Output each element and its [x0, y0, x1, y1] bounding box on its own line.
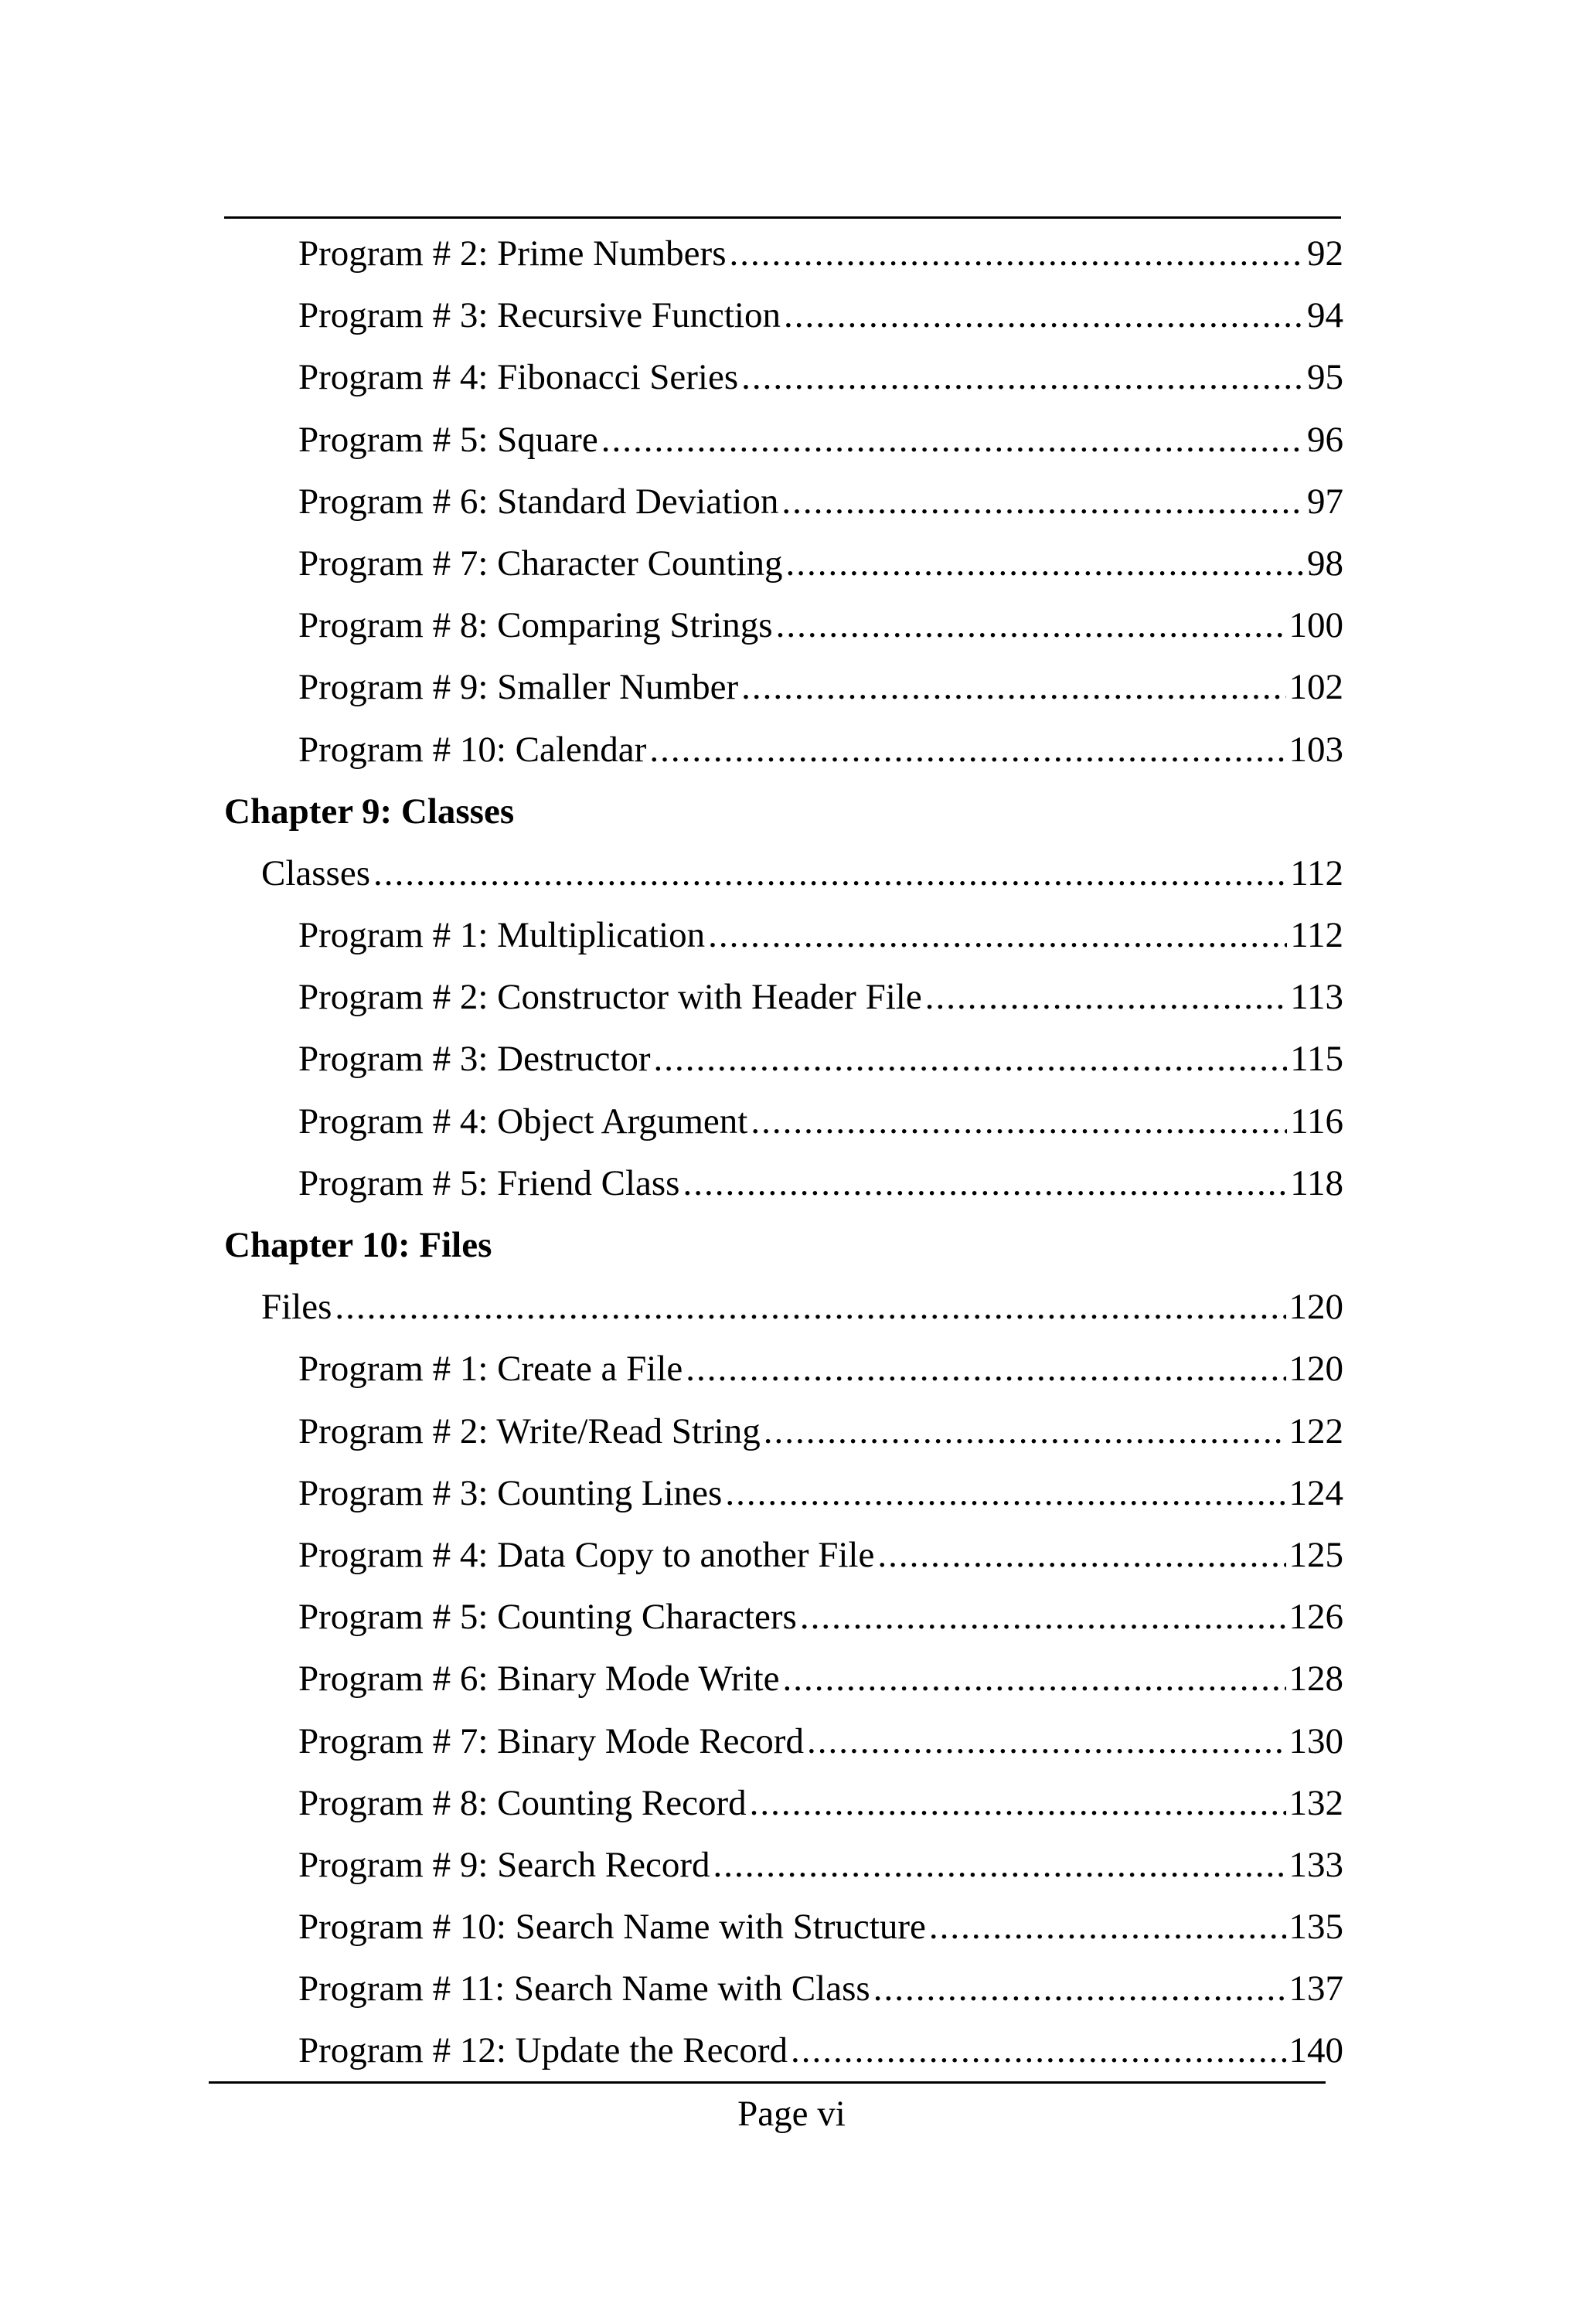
- toc-entry-row: [0, 904, 1583, 966]
- toc-page-number: 137: [1289, 1968, 1343, 2009]
- toc-page-number: 122: [1289, 1410, 1343, 1451]
- toc-entry[interactable]: [298, 1091, 1343, 1152]
- toc-entry-row: [0, 2019, 1583, 2081]
- toc-entry-title: Program # 3: Counting Lines: [298, 1472, 723, 1513]
- toc-entry-title: Classes: [261, 852, 370, 893]
- toc-page-number: 126: [1289, 1597, 1343, 1638]
- toc-page-number: 92: [1307, 233, 1343, 274]
- toc-entry-title: Program # 2: Write/Read String: [298, 1410, 761, 1451]
- dot-leader: [807, 1710, 1286, 1772]
- toc-page-number: 115: [1290, 1039, 1343, 1080]
- toc-entry[interactable]: [298, 1710, 1343, 1772]
- toc-page-number: 118: [1290, 1162, 1343, 1203]
- toc-entry-title: Files: [261, 1287, 332, 1328]
- toc-entry-title: Program # 1: Create a File: [298, 1349, 683, 1390]
- toc-page-number: 125: [1289, 1534, 1343, 1575]
- toc-entry-row: [0, 346, 1583, 408]
- toc-page-number: 112: [1290, 852, 1343, 893]
- toc-entry[interactable]: [298, 719, 1343, 781]
- toc-chapter-row: [0, 1214, 1583, 1276]
- toc-page-number: 98: [1307, 543, 1343, 584]
- toc-entry[interactable]: [298, 471, 1343, 533]
- page-number: Page vi: [737, 2094, 846, 2134]
- toc-entry[interactable]: [298, 1896, 1343, 1958]
- dot-leader: [776, 594, 1286, 656]
- dot-leader: [925, 966, 1288, 1028]
- toc-entry-title: Program # 8: Comparing Strings: [298, 605, 773, 646]
- toc-entry-title: Program # 3: Destructor: [298, 1039, 651, 1080]
- dot-leader: [783, 1648, 1286, 1710]
- dot-leader: [654, 1028, 1288, 1090]
- toc-entry[interactable]: [298, 1400, 1343, 1462]
- toc-page-number: 113: [1290, 977, 1343, 1018]
- header-rule: [224, 216, 1341, 219]
- dot-leader: [784, 284, 1304, 346]
- dot-leader: [786, 533, 1304, 594]
- toc-page-number: 120: [1289, 1287, 1343, 1328]
- toc-page-number: 102: [1289, 667, 1343, 708]
- toc-entry[interactable]: [298, 284, 1343, 346]
- dot-leader: [750, 1772, 1286, 1834]
- toc-entry[interactable]: [298, 656, 1343, 718]
- toc-entry-row: [0, 966, 1583, 1028]
- toc-entry-title: Program # 2: Constructor with Header File: [298, 977, 922, 1018]
- toc-page-number: 103: [1289, 729, 1343, 770]
- toc-chapter-row: [0, 781, 1583, 842]
- toc-entry-row: [0, 409, 1583, 471]
- toc-entry[interactable]: [298, 1338, 1343, 1400]
- toc-entry-row: [0, 1710, 1583, 1772]
- toc-entry[interactable]: [298, 533, 1343, 594]
- toc-entry[interactable]: [298, 1028, 1343, 1090]
- dot-leader: [335, 1276, 1285, 1338]
- toc-entry-row: [0, 719, 1583, 781]
- dot-leader: [601, 409, 1304, 471]
- dot-leader: [764, 1400, 1286, 1462]
- toc-entry-row: [0, 1091, 1583, 1152]
- toc-entry-title: Program # 4: Object Argument: [298, 1101, 748, 1142]
- toc-entry-row: [0, 1400, 1583, 1462]
- toc-entry[interactable]: [298, 1772, 1343, 1834]
- toc-entry-row: [0, 223, 1583, 284]
- page-footer: [0, 2083, 1583, 2145]
- table-of-contents: [0, 223, 1583, 2082]
- toc-entry-row: [0, 1028, 1583, 1090]
- toc-entry[interactable]: [298, 1462, 1343, 1524]
- toc-page-number: 128: [1289, 1659, 1343, 1700]
- toc-entry-row: [0, 1834, 1583, 1896]
- toc-entry-title: Program # 4: Data Copy to another File: [298, 1534, 875, 1575]
- toc-page-number: 95: [1307, 357, 1343, 398]
- dot-leader: [373, 842, 1287, 904]
- toc-entry-title: Program # 7: Character Counting: [298, 543, 783, 584]
- dot-leader: [741, 346, 1304, 408]
- toc-entry-title: Program # 9: Search Record: [298, 1844, 710, 1885]
- toc-entry[interactable]: [298, 1648, 1343, 1710]
- dot-leader: [713, 1834, 1286, 1896]
- dot-leader: [873, 1958, 1286, 2019]
- dot-leader: [741, 656, 1285, 718]
- toc-entry[interactable]: [298, 1958, 1343, 2019]
- toc-entry-row: [0, 471, 1583, 533]
- toc-entry-row: [0, 656, 1583, 718]
- toc-page-number: 133: [1289, 1844, 1343, 1885]
- toc-entry-title: Program # 2: Prime Numbers: [298, 233, 727, 274]
- toc-entry-title: Program # 5: Friend Class: [298, 1162, 680, 1203]
- toc-entry-title: Program # 8: Counting Record: [298, 1782, 747, 1823]
- toc-entry-title: Program # 5: Counting Characters: [298, 1597, 797, 1638]
- toc-entry[interactable]: [298, 1586, 1343, 1648]
- dot-leader: [725, 1462, 1285, 1524]
- toc-entry[interactable]: [298, 2019, 1343, 2081]
- toc-page-number: 97: [1307, 481, 1343, 522]
- dot-leader: [791, 2019, 1285, 2081]
- toc-entry-row: [0, 1772, 1583, 1834]
- toc-page-number: 120: [1289, 1349, 1343, 1390]
- toc-entry-row: [0, 594, 1583, 656]
- dot-leader: [649, 719, 1285, 781]
- dot-leader: [730, 223, 1305, 284]
- toc-entry-row: [0, 1896, 1583, 1958]
- toc-entry-title: Program # 11: Search Name with Class: [298, 1968, 870, 2009]
- toc-entry-title: Program # 6: Standard Deviation: [298, 481, 779, 522]
- dot-leader: [751, 1091, 1287, 1152]
- toc-page-number: 94: [1307, 295, 1343, 336]
- toc-entry-title: Program # 1: Multiplication: [298, 915, 706, 956]
- toc-entry-title: Program # 6: Binary Mode Write: [298, 1659, 780, 1700]
- toc-page-number: 130: [1289, 1720, 1343, 1761]
- dot-leader: [781, 471, 1304, 533]
- toc-entry-row: [0, 1462, 1583, 1524]
- toc-entry[interactable]: [298, 1152, 1343, 1214]
- toc-entry-row: [0, 533, 1583, 594]
- toc-entry-title: Program # 12: Update the Record: [298, 2030, 788, 2071]
- toc-page-number: 112: [1290, 915, 1343, 956]
- toc-entry[interactable]: [298, 594, 1343, 656]
- toc-entry[interactable]: [298, 346, 1343, 408]
- dot-leader: [929, 1896, 1286, 1958]
- toc-page-number: 132: [1289, 1782, 1343, 1823]
- toc-entry[interactable]: [298, 223, 1343, 284]
- toc-page-number: 135: [1289, 1907, 1343, 1948]
- toc-page-number: 96: [1307, 419, 1343, 460]
- toc-entry[interactable]: [298, 966, 1343, 1028]
- toc-entry[interactable]: [261, 842, 1343, 904]
- dot-leader: [686, 1338, 1285, 1400]
- toc-page-number: 100: [1289, 605, 1343, 646]
- toc-entry-row: [0, 1524, 1583, 1586]
- toc-entry[interactable]: [298, 1834, 1343, 1896]
- toc-entry-row: [0, 842, 1583, 904]
- toc-entry-title: Program # 4: Fibonacci Series: [298, 357, 739, 398]
- dot-leader: [708, 904, 1287, 966]
- toc-entry-title: Program # 3: Recursive Function: [298, 295, 781, 336]
- toc-entry-title: Program # 9: Smaller Number: [298, 667, 739, 708]
- toc-entry-title: Program # 7: Binary Mode Record: [298, 1720, 804, 1761]
- toc-entry-title: Program # 10: Calendar: [298, 729, 647, 770]
- toc-page-number: 116: [1290, 1101, 1343, 1142]
- chapter-heading: Chapter 9: Classes: [224, 791, 515, 832]
- toc-page-number: 124: [1289, 1472, 1343, 1513]
- dot-leader: [683, 1152, 1287, 1214]
- toc-entry-title: Program # 5: Square: [298, 419, 598, 460]
- toc-entry-row: [0, 1276, 1583, 1338]
- toc-entry-row: [0, 1586, 1583, 1648]
- toc-entry-row: [0, 1338, 1583, 1400]
- toc-entry-row: [0, 1958, 1583, 2019]
- toc-entry-row: [0, 1648, 1583, 1710]
- toc-entry[interactable]: [261, 1276, 1343, 1338]
- toc-entry[interactable]: [298, 409, 1343, 471]
- toc-entry[interactable]: [298, 904, 1343, 966]
- toc-entry[interactable]: [298, 1524, 1343, 1586]
- toc-page-number: 140: [1289, 2030, 1343, 2071]
- dot-leader: [800, 1586, 1286, 1648]
- toc-entry-title: Program # 10: Search Name with Structure: [298, 1907, 926, 1948]
- toc-entry-row: [0, 284, 1583, 346]
- toc-entry-row: [0, 1152, 1583, 1214]
- dot-leader: [877, 1524, 1285, 1586]
- chapter-heading: Chapter 10: Files: [224, 1225, 492, 1265]
